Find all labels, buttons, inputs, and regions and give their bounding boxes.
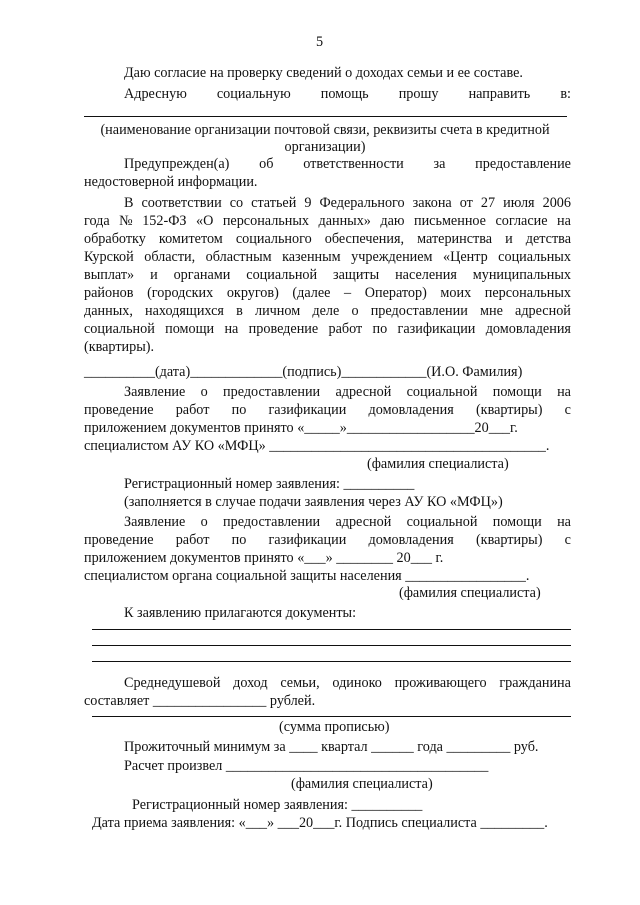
law-line-2: [84, 213, 571, 230]
organ-line-3: приложением документов принято «___» ________ 20___ г.: [84, 550, 444, 566]
word: Заявление: [124, 384, 186, 400]
word: (далее: [292, 285, 331, 301]
word: проведение: [84, 532, 154, 548]
word: прошу: [398, 86, 439, 102]
word: моих: [440, 285, 472, 301]
word: направить: [468, 86, 531, 102]
mfc-line-4: специалистом АУ КО «МФЦ» _______________________________________.: [84, 438, 550, 454]
word: со: [229, 195, 244, 211]
word: –: [344, 285, 352, 301]
word: персональных: [222, 213, 309, 229]
word: районов: [84, 285, 134, 301]
organ-line-1: [124, 514, 571, 531]
word: 152-ФЗ: [142, 213, 187, 229]
word: статьей: [251, 195, 297, 211]
word: защиты: [333, 267, 380, 283]
word: помощи: [492, 514, 542, 530]
word: 9: [304, 195, 312, 211]
word: помощи: [492, 384, 542, 400]
word: округов): [226, 285, 279, 301]
word: личном: [255, 303, 301, 319]
law-line-9: (квартиры).: [84, 339, 155, 355]
word: адресной: [515, 303, 571, 319]
word: 27: [480, 195, 496, 211]
word: июля: [503, 195, 535, 211]
word: закона: [412, 195, 452, 211]
word: даю: [380, 213, 405, 229]
word: обработку: [84, 231, 146, 247]
word: по: [231, 532, 247, 548]
word: о: [200, 384, 208, 400]
mfc-reg-number: Регистрационный номер заявления: __________: [124, 476, 415, 492]
word: областным: [205, 249, 272, 265]
word: письменное: [414, 213, 486, 229]
word: по: [372, 321, 388, 337]
word: «Центр: [443, 249, 488, 265]
word: социальной: [246, 267, 318, 283]
consent-income: Даю согласие на проверку сведений о доходах семьи и ее составе.: [124, 65, 523, 81]
mfc-line-3: приложением документов принято «_____»__________________20___г.: [84, 420, 518, 436]
word: Федерального: [319, 195, 405, 211]
word: населения: [395, 267, 457, 283]
word: предоставлении: [370, 303, 468, 319]
word: социальной: [406, 384, 478, 400]
word: домовладения: [368, 532, 454, 548]
word: с: [564, 402, 571, 418]
word: предоставление: [475, 156, 571, 172]
subsistence-minimum: Прожиточный минимум за ____ квартал ______ года _________ руб.: [124, 739, 539, 755]
word: года: [84, 213, 110, 229]
word: Заявление: [124, 514, 186, 530]
word: доход: [233, 675, 268, 691]
word: от: [459, 195, 473, 211]
attachment-line-2: [92, 645, 571, 646]
word: персональных: [484, 285, 571, 301]
sum-words-caption: (сумма прописью): [279, 719, 390, 735]
word: о: [351, 303, 359, 319]
word: работ: [175, 532, 210, 548]
signature-line: __________(дата)_____________(подпись)____________(И.О. Фамилия): [84, 364, 523, 380]
law-line-3: [84, 231, 571, 248]
word: газификации: [397, 321, 476, 337]
attachment-line-1: [92, 629, 571, 630]
word: В: [124, 195, 134, 211]
word: данных,: [84, 303, 133, 319]
word: об: [259, 156, 274, 172]
word: детства: [525, 231, 571, 247]
word: работ: [175, 402, 210, 418]
word: выплат»: [84, 267, 135, 283]
final-reg-number: Регистрационный номер заявления: __________: [132, 797, 423, 813]
word: согласие: [495, 213, 548, 229]
sum-words-line: [92, 716, 571, 717]
page-number: 5: [316, 34, 324, 50]
word: (городских: [147, 285, 214, 301]
warned-line-2: недостоверной информации.: [84, 174, 258, 190]
organ-line-2: [84, 532, 571, 549]
word: помощи: [165, 321, 215, 337]
word: помощь: [320, 86, 369, 102]
word: соответствии: [141, 195, 222, 211]
word: казенным: [282, 249, 341, 265]
word: предоставлении: [223, 384, 321, 400]
word: по: [231, 402, 247, 418]
word: проведение: [248, 321, 319, 337]
word: и: [505, 231, 513, 247]
word: с: [564, 532, 571, 548]
word: мне: [480, 303, 503, 319]
income-line-2: составляет ________________ рублей.: [84, 693, 316, 709]
word: области,: [144, 249, 196, 265]
law-line-4: [84, 249, 571, 266]
word: газификации: [268, 402, 347, 418]
word: находящихся: [145, 303, 224, 319]
word: комитетом: [158, 231, 223, 247]
word: работ: [328, 321, 363, 337]
org-caption-2: организации): [284, 139, 366, 155]
calc-specialist-caption: (фамилия специалиста): [291, 776, 433, 792]
organ-line-4: специалистом органа социальной защиты населения _________________.: [84, 568, 530, 584]
word: (квартиры): [475, 402, 543, 418]
word: органами: [173, 267, 231, 283]
word: домовладения: [485, 321, 571, 337]
word: на: [557, 384, 571, 400]
attachments-heading: К заявлению прилагаются документы:: [124, 605, 357, 621]
word: домовладения: [368, 402, 454, 418]
income-line-1: [124, 675, 571, 692]
word: обеспечения,: [324, 231, 405, 247]
word: гражданина: [499, 675, 571, 691]
word: Адресную: [124, 86, 187, 102]
org-blank-line: [84, 116, 567, 117]
word: на: [224, 321, 239, 337]
word: социальной: [406, 514, 478, 530]
word: и: [150, 267, 158, 283]
law-line-8: [84, 321, 571, 338]
warned-line-1: [124, 156, 571, 173]
word: №: [119, 213, 133, 229]
mfc-note: (заполняется в случае подачи заявления через АУ КО «МФЦ»): [124, 494, 503, 510]
word: на: [557, 213, 571, 229]
word: одиноко: [332, 675, 382, 691]
word: адресной: [335, 384, 392, 400]
word: материнства: [417, 231, 493, 247]
law-line-6: [84, 285, 571, 302]
mfc-line-1: [124, 384, 571, 401]
word: газификации: [268, 532, 347, 548]
mfc-line-2: [84, 402, 571, 419]
word: социальной: [84, 321, 155, 337]
word: Оператор): [364, 285, 427, 301]
organ-specialist-caption: (фамилия специалиста): [399, 585, 541, 601]
word: в: [236, 303, 243, 319]
word: муниципальных: [472, 267, 571, 283]
law-line-5: [84, 267, 571, 284]
word: адресной: [335, 514, 392, 530]
word: социального: [235, 231, 312, 247]
word: в:: [560, 86, 571, 102]
receipt-date-signature: Дата приема заявления: «___» ___20___г. Подпись специалиста _________.: [92, 815, 548, 831]
word: деле: [312, 303, 340, 319]
word: Среднедушевой: [124, 675, 221, 691]
word: на: [557, 514, 571, 530]
word: о: [200, 514, 208, 530]
word: за: [433, 156, 446, 172]
word: (квартиры): [475, 532, 543, 548]
word: учреждением: [351, 249, 433, 265]
law-line-7: [84, 303, 571, 320]
word: социальную: [216, 86, 291, 102]
word: социальных: [498, 249, 571, 265]
attachment-line-3: [92, 661, 571, 662]
word: «О: [196, 213, 214, 229]
word: семьи,: [280, 675, 320, 691]
word: данных»: [318, 213, 371, 229]
mfc-specialist-caption: (фамилия специалиста): [367, 456, 509, 472]
word: ответственности: [303, 156, 404, 172]
word: 2006: [542, 195, 571, 211]
word: предоставлении: [223, 514, 321, 530]
law-line-1: [124, 195, 571, 212]
org-caption-1: (наименование организации почтовой связи, реквизиты счета в кредитной: [100, 122, 550, 138]
word: проживающего: [394, 675, 487, 691]
word: Курской: [84, 249, 134, 265]
word: Предупрежден(а): [124, 156, 230, 172]
calculated-by: Расчет произвел _____________________________________: [124, 758, 489, 774]
word: проведение: [84, 402, 154, 418]
payment-direction-line: [124, 86, 571, 103]
